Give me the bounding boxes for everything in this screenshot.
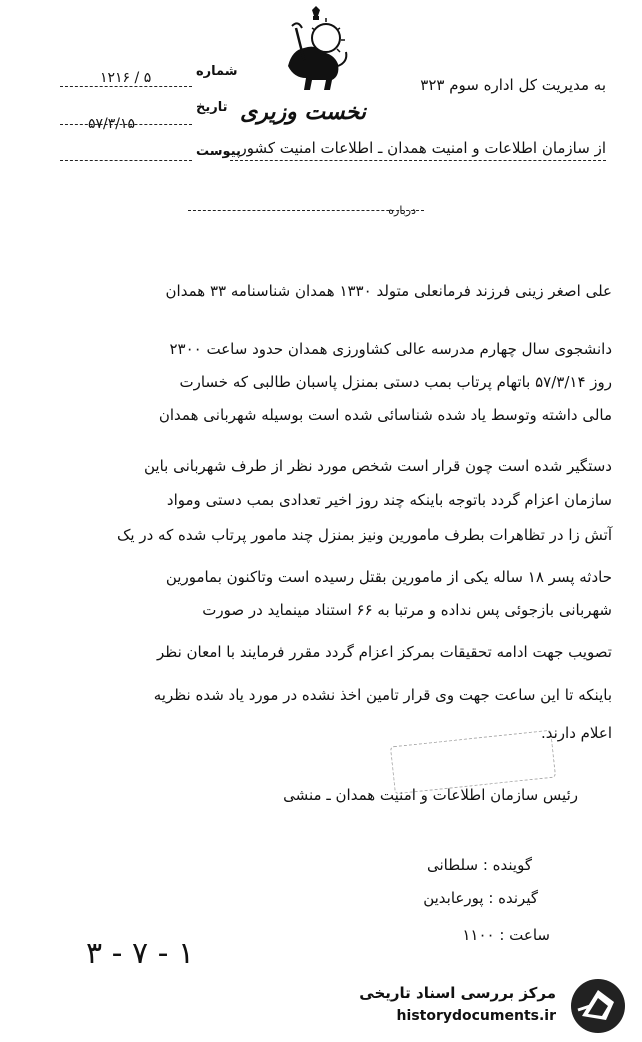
- speaker-line: گوینده : سلطانی: [427, 856, 532, 874]
- body-line: دستگیر شده است چون قرار است شخص مورد نظر از طرف شهربانی باین: [144, 457, 612, 475]
- body-line: شهربانی بازجوئی پس نداده و مرتبا به ۶۶ استناد مینماید در صورت: [202, 601, 612, 619]
- lion-and-sun-emblem-icon: [282, 6, 352, 98]
- body-line: تصویب جهت ادامه تحقیقات بمرکز اعزام گردد مقرر فرمایند با امعان نظر: [156, 643, 612, 661]
- stamp-mark: [390, 730, 556, 795]
- subject-label: درباره: [388, 204, 416, 217]
- body-line: آتش زا در تظاهرات بطرف مامورین ونیز بمنزل چند مامور پرتاب شده که در یک: [116, 526, 612, 544]
- body-line: علی اصغر زینی فرزند فرمانعلی متولد ۱۳۳۰ همدان شناسنامه ۳۳ همدان: [165, 282, 612, 300]
- archive-logo-icon: [568, 976, 628, 1036]
- number-value: ۱۲۱۶ / ۵: [100, 70, 152, 86]
- body-line: سازمان اعزام گردد باتوجه باینکه چند روز اخیر تعدادی بمب دستی ومواد: [166, 491, 612, 509]
- body-line: باینکه تا این ساعت جهت وی قرار تامین اخذ نشده در مورد یاد شده نظریه: [153, 686, 612, 704]
- attachment-label: پیوست: [196, 144, 241, 159]
- number-dotline: [60, 86, 192, 87]
- body-line: حادثه پسر ۱۸ ساله یکی از مامورین بقتل رسیده است وتاکنون بمامورین: [165, 568, 612, 586]
- watermark-url: historydocuments.ir: [396, 1008, 556, 1024]
- date-value: ۵۷/۳/۱۵: [88, 116, 136, 132]
- watermark-logo: [348, 974, 638, 1038]
- subject-dotline: [188, 210, 424, 211]
- addressee-line: به مدیریت کل اداره سوم ۳۲۳: [420, 76, 606, 94]
- body-line: دانشجوی سال چهارم مدرسه عالی کشاورزی همدان حدود ساعت ۲۳۰۰: [169, 340, 612, 358]
- number-label: شماره: [196, 64, 238, 79]
- body-line: اعلام دارند.: [540, 724, 612, 742]
- body-line: روز ۵۷/۳/۱۴ باتهام پرتاب بمب دستی بمنزل پاسبان طالبی که خسارت: [179, 373, 612, 391]
- watermark-name: مرکز بررسی اسناد تاریخی: [359, 984, 556, 1002]
- receiver-line: گیرنده : پورعابدین: [423, 889, 538, 907]
- ministry-title: نخست وزیری: [240, 100, 366, 125]
- from-dotline: [230, 160, 606, 161]
- from-line: از سازمان اطلاعات و امنیت همدان ـ اطلاعات امنیت کشور: [239, 139, 606, 157]
- time-line: ساعت : ۱۱۰۰: [462, 926, 550, 944]
- handwritten-code: ۳ - ۷ - ۱: [86, 936, 195, 971]
- attachment-dotline: [60, 160, 192, 161]
- signature-title: رئیس سازمان اطلاعات و امنیت همدان ـ منشی: [283, 786, 578, 804]
- date-label: تاریخ: [196, 100, 228, 115]
- body-line: مالی داشته وتوسط یاد شده شناسائی شده است بوسیله شهربانی همدان: [158, 406, 612, 424]
